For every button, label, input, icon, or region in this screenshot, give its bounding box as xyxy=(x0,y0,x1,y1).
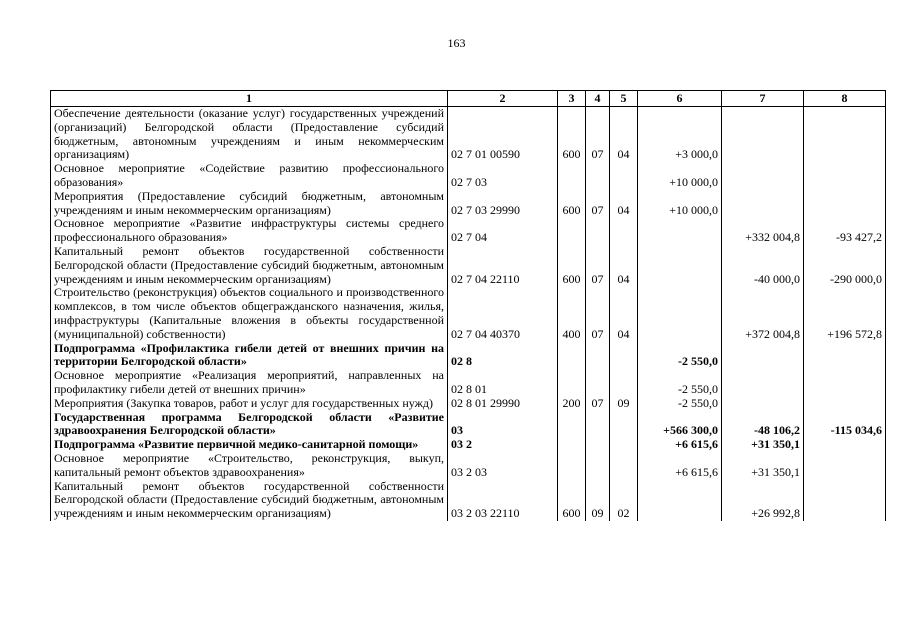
row-description: Основное мероприятие «Развитие инфраструктуры системы среднего профессионального образования» xyxy=(51,217,448,245)
row-col-8 xyxy=(804,162,886,190)
row-col-8 xyxy=(804,438,886,452)
row-col-5 xyxy=(610,342,638,370)
row-col-5: 04 xyxy=(610,107,638,163)
table-row xyxy=(51,369,886,397)
row-col-8 xyxy=(804,480,886,521)
row-col-6: +10 000,0 xyxy=(638,162,722,190)
page-number: 163 xyxy=(447,36,466,50)
row-description: Капитальный ремонт объектов государственной собственности Белгородской области (Предоставление субсидий бюджетным, автономным учреждениям и иным некоммерческим организациям) xyxy=(51,245,448,286)
table-row xyxy=(51,245,886,286)
row-col-6: +6 615,6 xyxy=(638,452,722,480)
row-code: 02 7 04 22110 xyxy=(448,245,558,286)
row-col-3: 600 xyxy=(558,480,586,521)
row-col-6 xyxy=(638,286,722,341)
row-description: Строительство (реконструкция) объектов социального и производственного комплексов, в том числе объектов общегражданского назначения, жилья, инфраструктуры (Капитальные вложения в объекты государственной (муниципальной) собственности) xyxy=(51,286,448,341)
row-col-4 xyxy=(586,452,610,480)
row-col-7 xyxy=(722,162,804,190)
row-code: 03 2 xyxy=(448,438,558,452)
row-col-3 xyxy=(558,162,586,190)
row-col-6: +10 000,0 xyxy=(638,190,722,218)
row-code: 02 7 03 29990 xyxy=(448,190,558,218)
row-code: 02 7 04 xyxy=(448,217,558,245)
row-col-5 xyxy=(610,217,638,245)
column-header-8: 8 xyxy=(804,91,886,107)
row-col-7 xyxy=(722,397,804,411)
row-description: Основное мероприятие «Реализация мероприятий, направленных на профилактику гибели детей от внешних причин» xyxy=(51,369,448,397)
row-col-5 xyxy=(610,438,638,452)
column-header-5: 5 xyxy=(610,91,638,107)
row-col-5 xyxy=(610,162,638,190)
row-col-5 xyxy=(610,452,638,480)
row-col-6: -2 550,0 xyxy=(638,369,722,397)
row-col-6 xyxy=(638,245,722,286)
row-col-7 xyxy=(722,107,804,163)
table-row xyxy=(51,452,886,480)
row-col-6: +6 615,6 xyxy=(638,438,722,452)
row-col-6 xyxy=(638,217,722,245)
row-col-5: 04 xyxy=(610,245,638,286)
row-col-8: -290 000,0 xyxy=(804,245,886,286)
row-description: Основное мероприятие «Содействие развитию профессионального образования» xyxy=(51,162,448,190)
row-code: 02 7 03 xyxy=(448,162,558,190)
row-col-6 xyxy=(638,480,722,521)
row-col-4 xyxy=(586,342,610,370)
table-row xyxy=(51,438,886,452)
row-col-4 xyxy=(586,162,610,190)
row-col-8: -115 034,6 xyxy=(804,411,886,439)
row-col-6: +3 000,0 xyxy=(638,107,722,163)
row-col-5 xyxy=(610,369,638,397)
column-header-1: 1 xyxy=(51,91,448,107)
table-row xyxy=(51,286,886,341)
column-header-6: 6 xyxy=(638,91,722,107)
column-header-4: 4 xyxy=(586,91,610,107)
row-col-8 xyxy=(804,342,886,370)
row-col-7: +26 992,8 xyxy=(722,480,804,521)
table-row xyxy=(51,397,886,411)
row-col-3 xyxy=(558,438,586,452)
row-description: Основное мероприятие «Строительство, реконструкция, выкуп, капитальный ремонт объектов здравоохранения» xyxy=(51,452,448,480)
row-col-3 xyxy=(558,411,586,439)
row-code: 02 8 01 xyxy=(448,369,558,397)
row-col-8 xyxy=(804,452,886,480)
row-col-7: +31 350,1 xyxy=(722,452,804,480)
row-description: Мероприятия (Закупка товаров, работ и услуг для государственных нужд) xyxy=(51,397,448,411)
row-col-5: 09 xyxy=(610,397,638,411)
row-col-5: 02 xyxy=(610,480,638,521)
row-description: Обеспечение деятельности (оказание услуг) государственных учреждений (организаций) Белгородской области (Предоставление субсидий бюджетным, автономным учреждениям и иным некоммерческим организациям) xyxy=(51,107,448,163)
row-col-7: +372 004,8 xyxy=(722,286,804,341)
row-col-4: 07 xyxy=(586,397,610,411)
row-col-4 xyxy=(586,438,610,452)
row-col-3: 600 xyxy=(558,107,586,163)
table-row xyxy=(51,411,886,439)
column-header-3: 3 xyxy=(558,91,586,107)
row-description: Мероприятия (Предоставление субсидий бюджетным, автономным учреждениям и иным некоммерческим организациям) xyxy=(51,190,448,218)
row-description: Подпрограмма «Развитие первичной медико-санитарной помощи» xyxy=(51,438,448,452)
row-col-3 xyxy=(558,342,586,370)
row-col-7: -40 000,0 xyxy=(722,245,804,286)
row-col-4: 07 xyxy=(586,245,610,286)
row-code: 03 2 03 22110 xyxy=(448,480,558,521)
table-row xyxy=(51,217,886,245)
row-col-7 xyxy=(722,190,804,218)
row-col-3: 400 xyxy=(558,286,586,341)
row-code: 03 xyxy=(448,411,558,439)
row-col-4 xyxy=(586,411,610,439)
row-col-4: 07 xyxy=(586,107,610,163)
row-col-8 xyxy=(804,369,886,397)
row-col-5: 04 xyxy=(610,286,638,341)
row-col-4 xyxy=(586,369,610,397)
row-col-3 xyxy=(558,369,586,397)
row-description: Государственная программа Белгородской области «Развитие здравоохранения Белгородской области» xyxy=(51,411,448,439)
row-col-7 xyxy=(722,369,804,397)
row-col-4 xyxy=(586,217,610,245)
row-col-8 xyxy=(804,190,886,218)
row-col-6: -2 550,0 xyxy=(638,397,722,411)
row-col-4: 07 xyxy=(586,286,610,341)
row-col-5: 04 xyxy=(610,190,638,218)
row-code: 02 7 04 40370 xyxy=(448,286,558,341)
row-col-7 xyxy=(722,342,804,370)
row-col-4: 07 xyxy=(586,190,610,218)
table-row xyxy=(51,190,886,218)
row-col-6: +566 300,0 xyxy=(638,411,722,439)
row-col-7: +332 004,8 xyxy=(722,217,804,245)
row-description: Подпрограмма «Профилактика гибели детей от внешних причин на территории Белгородской области» xyxy=(51,342,448,370)
table-row xyxy=(51,107,886,163)
row-col-5 xyxy=(610,411,638,439)
row-col-3: 600 xyxy=(558,245,586,286)
column-header-7: 7 xyxy=(722,91,804,107)
row-col-4: 09 xyxy=(586,480,610,521)
row-col-7: -48 106,2 xyxy=(722,411,804,439)
table-row xyxy=(51,342,886,370)
row-code: 02 8 01 29990 xyxy=(448,397,558,411)
budget-table xyxy=(50,90,886,521)
row-col-3: 200 xyxy=(558,397,586,411)
row-col-3 xyxy=(558,217,586,245)
column-header-2: 2 xyxy=(448,91,558,107)
row-col-7: +31 350,1 xyxy=(722,438,804,452)
row-col-3: 600 xyxy=(558,190,586,218)
row-col-8 xyxy=(804,107,886,163)
row-code: 02 7 01 00590 xyxy=(448,107,558,163)
row-col-8 xyxy=(804,397,886,411)
table-row xyxy=(51,480,886,521)
row-col-8: -93 427,2 xyxy=(804,217,886,245)
table-row xyxy=(51,162,886,190)
header-row xyxy=(51,91,886,107)
row-col-3 xyxy=(558,452,586,480)
row-col-8: +196 572,8 xyxy=(804,286,886,341)
row-col-6: -2 550,0 xyxy=(638,342,722,370)
row-code: 03 2 03 xyxy=(448,452,558,480)
row-description: Капитальный ремонт объектов государственной собственности Белгородской области (Предоставление субсидий бюджетным, автономным учреждениям и иным некоммерческим организациям) xyxy=(51,480,448,521)
row-code: 02 8 xyxy=(448,342,558,370)
